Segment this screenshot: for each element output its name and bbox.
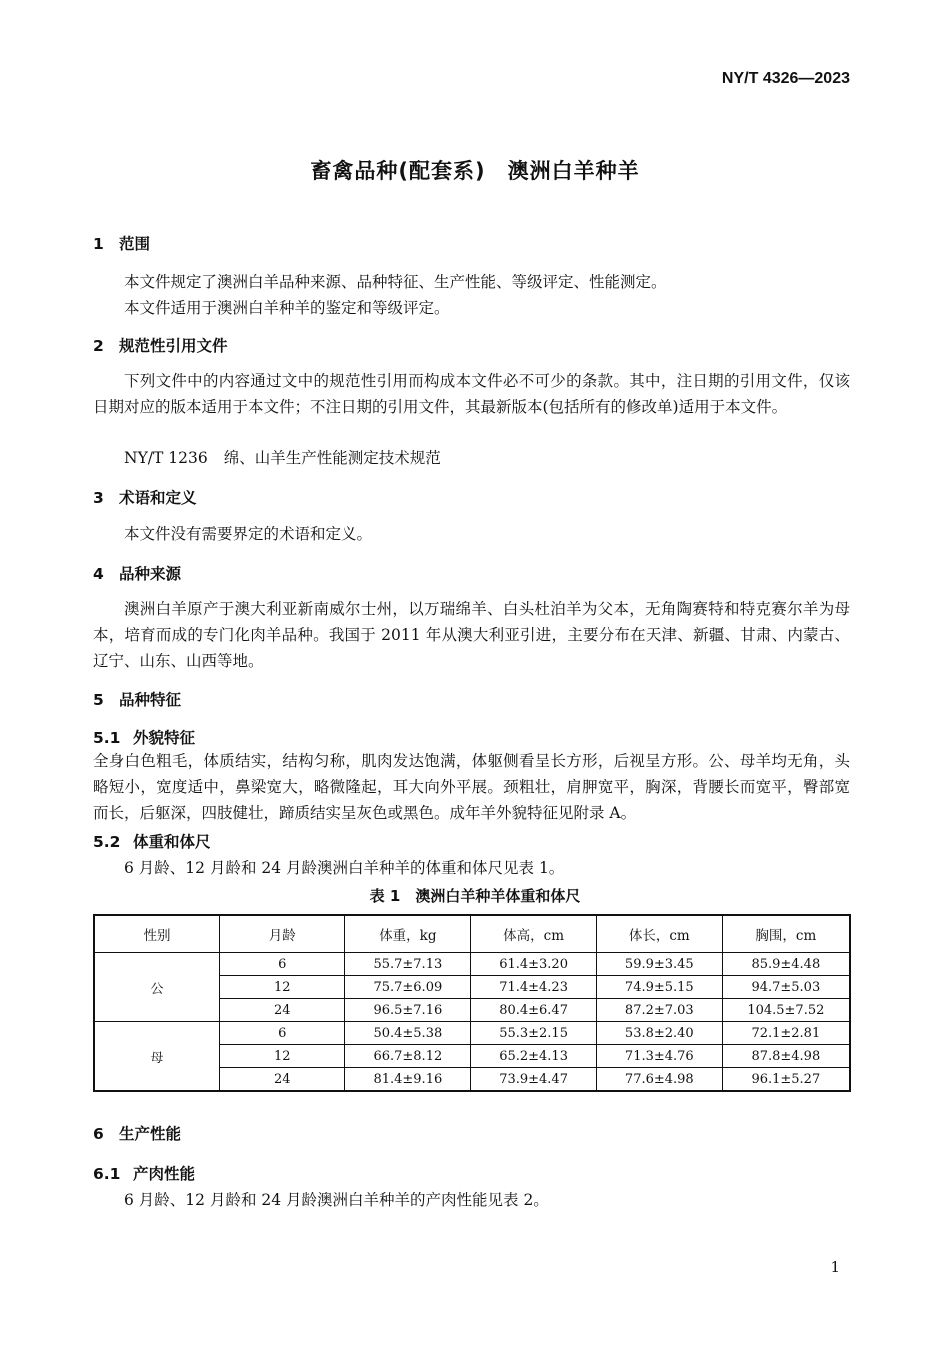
reference-code: NY/T 1236 bbox=[124, 449, 208, 467]
section-title: 规范性引用文件 bbox=[119, 337, 228, 355]
table-header-row bbox=[94, 915, 850, 953]
section-5-heading bbox=[93, 688, 181, 710]
document-title: 畜禽品种(配套系) 澳洲白羊种羊 bbox=[310, 159, 640, 183]
page-number: 1 bbox=[830, 1258, 840, 1276]
table-cell: 96.1±5.27 bbox=[722, 1068, 850, 1092]
section-number: 4 bbox=[93, 565, 104, 583]
paragraph: 6 月龄、12 月龄和 24 月龄澳洲白羊种羊的产肉性能见表 2。 bbox=[124, 1191, 549, 1209]
table-cell: 6 bbox=[219, 1022, 345, 1045]
column-header: 胸围，cm bbox=[722, 915, 850, 953]
section-number: 6 bbox=[93, 1125, 104, 1143]
table-cell: 104.5±7.52 bbox=[722, 999, 850, 1022]
section-6-heading bbox=[93, 1122, 181, 1144]
table-cell: 24 bbox=[219, 999, 345, 1022]
table-caption: 表 1 澳洲白羊种羊体重和体尺 bbox=[369, 887, 581, 905]
section-number: 6.1 bbox=[93, 1165, 121, 1183]
section-number: 5.2 bbox=[93, 833, 121, 851]
paragraph: 全身白色粗毛，体质结实，结构匀称，肌肉发达饱满，体躯侧看呈长方形，后视呈方形。公、母羊均无角，头略短小，宽度适中，鼻梁宽大，略微隆起，耳大向外平展。颈粗壮，肩胛宽平，胸深，背腰长而宽平，臀部宽而长，后躯深，四肢健壮，蹄质结实呈灰色或黑色。成年羊外貌特征见附录 A。 bbox=[93, 752, 850, 822]
table-cell: 65.2±4.13 bbox=[471, 1045, 597, 1068]
table-cell: 96.5±7.16 bbox=[345, 999, 471, 1022]
table-cell: 74.9±5.15 bbox=[596, 976, 722, 999]
sex-cell: 公 bbox=[94, 953, 219, 1022]
table-cell: 59.9±3.45 bbox=[596, 953, 722, 976]
standard-number: NY/T 4326—2023 bbox=[721, 70, 850, 87]
table-cell: 71.4±4.23 bbox=[471, 976, 597, 999]
section-number: 5.1 bbox=[93, 729, 121, 747]
table-cell: 6 bbox=[219, 953, 345, 976]
section-title: 外貌特征 bbox=[133, 729, 196, 747]
table-cell: 75.7±6.09 bbox=[345, 976, 471, 999]
table-cell: 80.4±6.47 bbox=[471, 999, 597, 1022]
table-cell: 77.6±4.98 bbox=[596, 1068, 722, 1092]
section-2-heading bbox=[93, 334, 228, 356]
table-cell: 12 bbox=[219, 1045, 345, 1068]
column-header: 月龄 bbox=[219, 915, 345, 953]
section-title: 体重和体尺 bbox=[133, 833, 211, 851]
table-row bbox=[94, 1022, 850, 1045]
paragraph: 澳洲白羊原产于澳大利亚新南威尔士州，以万瑞绵羊、白头杜泊羊为父本，无角陶赛特和特克赛尔羊为母本，培育而成的专门化肉羊品种。我国于 2011 年从澳大利亚引进，主要分布在天津、新疆、甘肃、内蒙古、辽宁、山东、山西等地。 bbox=[93, 600, 850, 670]
reference-title: 绵、山羊生产性能测定技术规范 bbox=[223, 449, 441, 467]
table-cell: 24 bbox=[219, 1068, 345, 1092]
paragraph: 本文件适用于澳洲白羊种羊的鉴定和等级评定。 bbox=[124, 299, 450, 317]
table-cell: 87.8±4.98 bbox=[722, 1045, 850, 1068]
section-number: 3 bbox=[93, 489, 104, 507]
section-number: 2 bbox=[93, 337, 104, 355]
table-cell: 72.1±2.81 bbox=[722, 1022, 850, 1045]
table-cell: 55.7±7.13 bbox=[345, 953, 471, 976]
column-header: 体重，kg bbox=[345, 915, 471, 953]
table-cell: 53.8±2.40 bbox=[596, 1022, 722, 1045]
paragraph: 本文件规定了澳洲白羊品种来源、品种特征、生产性能、等级评定、性能测定。 bbox=[124, 273, 667, 291]
table-cell: 81.4±9.16 bbox=[345, 1068, 471, 1092]
section-title: 品种特征 bbox=[119, 691, 182, 709]
table-cell: 94.7±5.03 bbox=[722, 976, 850, 999]
paragraph: 6 月龄、12 月龄和 24 月龄澳洲白羊种羊的体重和体尺见表 1。 bbox=[124, 859, 565, 877]
paragraph: 本文件没有需要界定的术语和定义。 bbox=[124, 525, 373, 543]
paragraph: 下列文件中的内容通过文中的规范性引用而构成本文件必不可少的条款。其中，注日期的引用文件，仅该日期对应的版本适用于本文件；不注日期的引用文件，其最新版本(包括所有的修改单)适用于本文件。 bbox=[93, 372, 850, 416]
section-1-heading bbox=[93, 232, 150, 254]
section-5-2-heading bbox=[93, 830, 211, 852]
section-3-heading bbox=[93, 486, 197, 508]
section-4-heading bbox=[93, 562, 181, 584]
section-title: 范围 bbox=[119, 235, 151, 253]
table-cell: 50.4±5.38 bbox=[345, 1022, 471, 1045]
column-header: 体长，cm bbox=[596, 915, 722, 953]
section-title: 术语和定义 bbox=[119, 489, 197, 507]
body-measurement-table bbox=[93, 914, 851, 1092]
table-cell: 85.9±4.48 bbox=[722, 953, 850, 976]
section-5-1-heading bbox=[93, 726, 195, 748]
section-title: 品种来源 bbox=[119, 565, 182, 583]
table-cell: 12 bbox=[219, 976, 345, 999]
section-title: 生产性能 bbox=[119, 1125, 182, 1143]
table-cell: 71.3±4.76 bbox=[596, 1045, 722, 1068]
section-number: 5 bbox=[93, 691, 104, 709]
column-header: 体高，cm bbox=[471, 915, 597, 953]
table-cell: 87.2±7.03 bbox=[596, 999, 722, 1022]
table-cell: 61.4±3.20 bbox=[471, 953, 597, 976]
table-cell: 55.3±2.15 bbox=[471, 1022, 597, 1045]
table-cell: 66.7±8.12 bbox=[345, 1045, 471, 1068]
table-cell: 73.9±4.47 bbox=[471, 1068, 597, 1092]
sex-cell: 母 bbox=[94, 1022, 219, 1092]
table-row bbox=[94, 953, 850, 976]
section-title: 产肉性能 bbox=[133, 1165, 196, 1183]
column-header: 性别 bbox=[94, 915, 219, 953]
section-6-1-heading bbox=[93, 1162, 195, 1184]
normative-reference bbox=[124, 446, 441, 468]
section-number: 1 bbox=[93, 235, 104, 253]
